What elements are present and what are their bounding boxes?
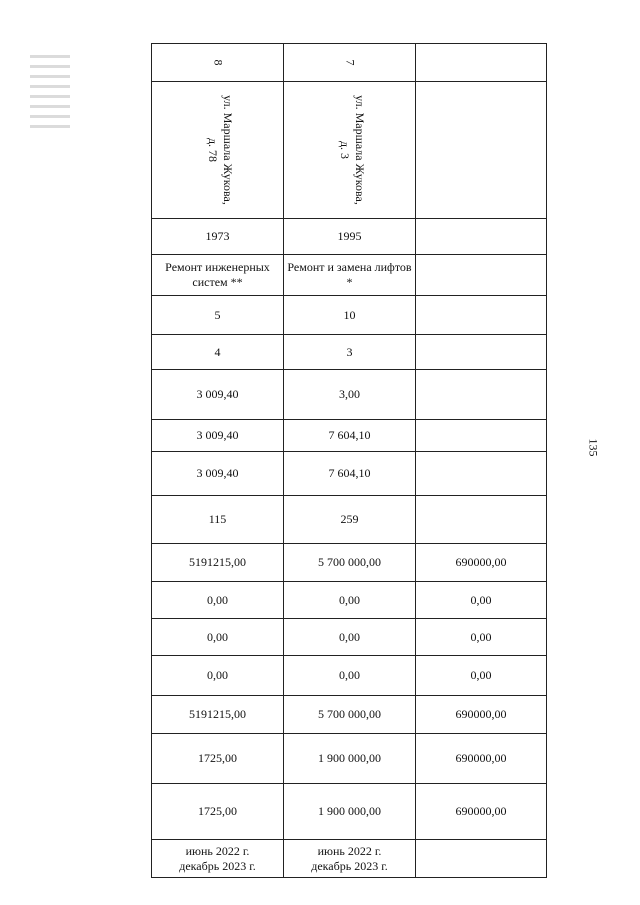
table-cell: 0,00 [152,619,284,656]
table-cell: 3 009,40 [152,370,284,420]
table-cell: 7 604,10 [284,420,416,452]
table-cell: 259 [284,496,416,544]
table-cell: 690000,00 [416,784,547,840]
table-cell: 8 [152,44,284,82]
scan-artifact [30,48,70,160]
table-cell: 0,00 [416,582,547,619]
table-cell: 0,00 [284,619,416,656]
table-cell: 690000,00 [416,696,547,734]
table-cell: 0,00 [152,582,284,619]
table-row [152,582,547,619]
table-cell: 1973 [152,219,284,255]
table-cell: ул. Маршала Жукова, д. 3 [284,82,416,219]
table-cell: 5 700 000,00 [284,544,416,582]
table-cell: 0,00 [152,656,284,696]
table-row [152,784,547,840]
table-row [152,82,547,219]
table-cell [416,420,547,452]
table-row [152,219,547,255]
table-cell [416,496,547,544]
table-cell: 7 [284,44,416,82]
table-cell [416,296,547,335]
table-cell [416,840,547,878]
table-cell: 3,00 [284,370,416,420]
table-cell: 4 [152,335,284,370]
table-cell: 10 [284,296,416,335]
table-row [152,420,547,452]
table-cell [416,370,547,420]
table-row [152,296,547,335]
table-cell [416,82,547,219]
table-row [152,496,547,544]
table-cell: 5 700 000,00 [284,696,416,734]
data-table [151,43,547,878]
table-cell: 0,00 [416,619,547,656]
table-row [152,44,547,82]
table-cell: 1995 [284,219,416,255]
table-cell: 1 900 000,00 [284,734,416,784]
table-cell: июнь 2022 г. декабрь 2023 г. [284,840,416,878]
table-row [152,370,547,420]
table-row [152,619,547,656]
table-cell: 0,00 [284,656,416,696]
table-cell: 0,00 [416,656,547,696]
table-row [152,452,547,496]
table-row [152,656,547,696]
table-row [152,255,547,296]
table-cell: июнь 2022 г. декабрь 2023 г. [152,840,284,878]
table-cell: 7 604,10 [284,452,416,496]
table-cell [416,255,547,296]
table-cell: 3 [284,335,416,370]
table-cell: 3 009,40 [152,452,284,496]
table-cell [416,219,547,255]
table-cell: 115 [152,496,284,544]
table-cell: 5191215,00 [152,544,284,582]
page-number: 135 [586,438,601,457]
table-cell: 690000,00 [416,734,547,784]
table-cell: 5 [152,296,284,335]
table-cell [416,335,547,370]
table-cell: 5191215,00 [152,696,284,734]
table-cell: 3 009,40 [152,420,284,452]
table-cell: 1 900 000,00 [284,784,416,840]
table-row [152,696,547,734]
table-row [152,840,547,878]
table-cell: Ремонт инженерных систем ** [152,255,284,296]
table-row [152,335,547,370]
table-row [152,734,547,784]
table-cell: 0,00 [284,582,416,619]
table-cell: 1725,00 [152,784,284,840]
table-cell: Ремонт и замена лифтов * [284,255,416,296]
table-cell: 1725,00 [152,734,284,784]
table-cell [416,44,547,82]
table-cell [416,452,547,496]
table-row [152,544,547,582]
table-cell: ул. Маршала Жукова, д. 78 [152,82,284,219]
table-cell: 690000,00 [416,544,547,582]
